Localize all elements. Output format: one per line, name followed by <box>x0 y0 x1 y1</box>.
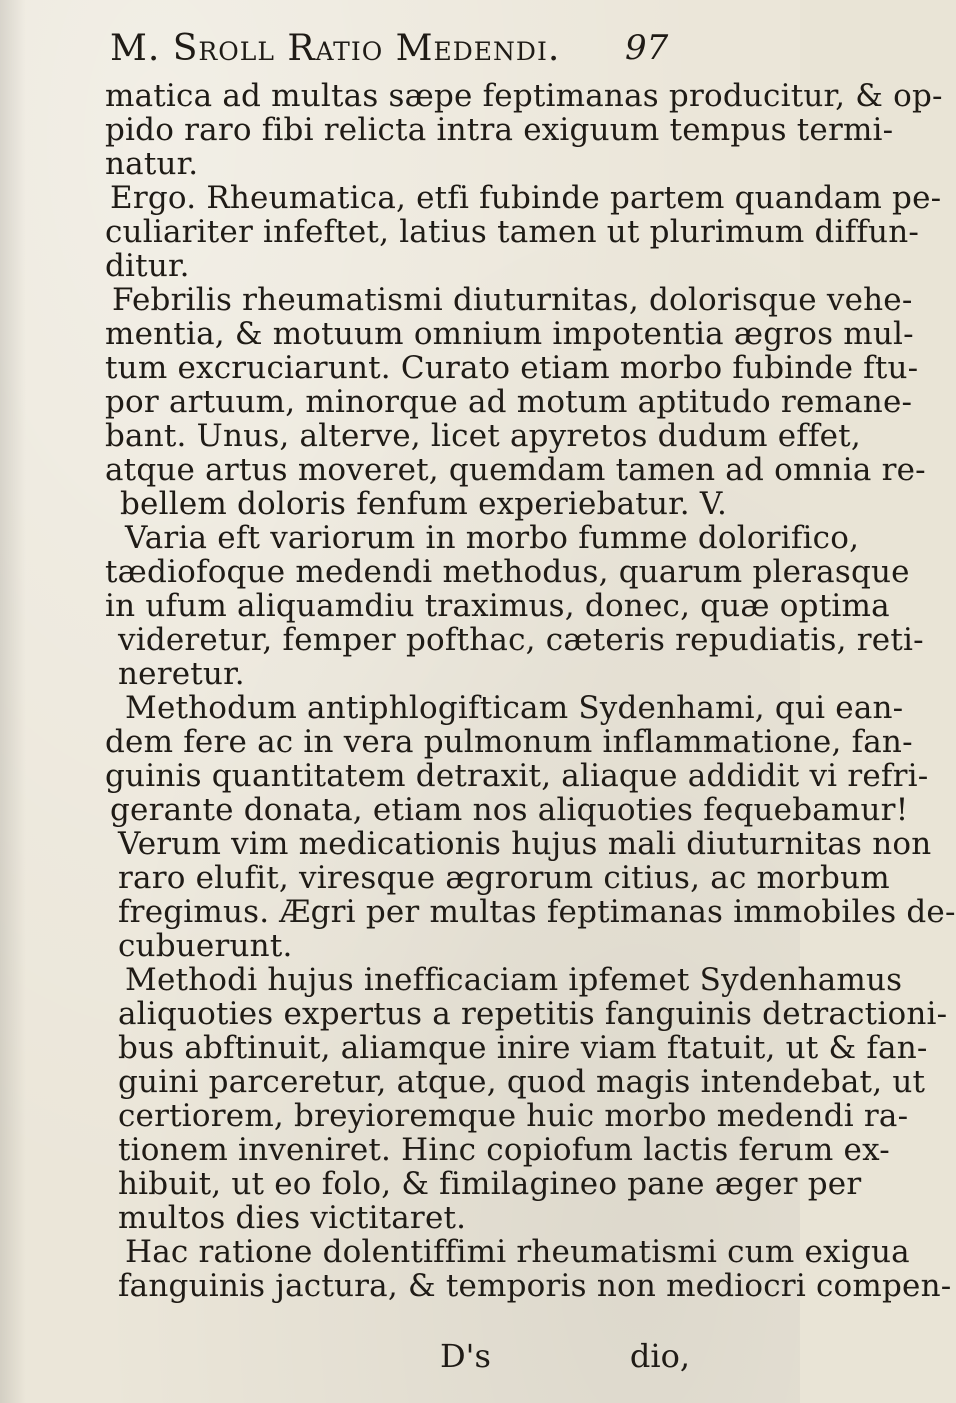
text-line: guinis quantitatem detraxit, aliaque addidit vi refri- <box>105 758 929 794</box>
text-line: bus abftinuit, aliamque inire viam ftatuit, ut & fan- <box>118 1030 928 1066</box>
text-line: Febrilis rheumatismi diuturnitas, dolorisque vehe- <box>112 282 913 318</box>
text-line: Methodum antiphlogifticam Sydenhami, qui ean- <box>125 690 904 726</box>
text-line: natur. <box>105 146 199 182</box>
text-line: fanguinis jactura, & temporis non mediocri compen- <box>118 1268 952 1304</box>
text-line: raro elufit, viresque ægrorum citius, ac morbum <box>118 860 890 896</box>
text-line: fregimus. Ægri per multas feptimanas immobiles de- <box>118 894 956 930</box>
text-line: pido raro fibi relicta intra exiguum tempus termi- <box>105 112 894 148</box>
text-line: hibuit, ut eo folo, & fimilagineo pane æger per <box>118 1166 862 1202</box>
text-line: gerante donata, etiam nos aliquoties fequebamur! <box>110 792 909 828</box>
text-line: tionem inveniret. Hinc copiofum lactis ferum ex- <box>118 1132 890 1168</box>
gutter-shadow <box>0 0 26 1403</box>
text-line: Varia eft variorum in morbo fumme dolorifico, <box>125 520 860 556</box>
text-line: ditur. <box>105 248 190 284</box>
text-line: matica ad multas sæpe feptimanas producitur, & op- <box>105 78 943 114</box>
text-line: Methodi hujus inefficaciam ipfemet Sydenhamus <box>125 962 903 998</box>
text-line: in ufum aliquamdiu traximus, donec, quæ optima <box>105 588 890 624</box>
text-line: atque artus moveret, quemdam tamen ad omnia re- <box>105 452 926 488</box>
text-line: culiariter infeftet, latius tamen ut plurimum diffun- <box>105 214 920 250</box>
catchword: dio, <box>629 1337 690 1375</box>
text-line: mentia, & motuum omnium impotentia ægros mul- <box>105 316 914 352</box>
text-line: Hac ratione dolentiffimi rheumatismi cum exigua <box>125 1234 910 1270</box>
text-line: tum excruciarunt. Curato etiam morbo fubinde ftu- <box>105 350 919 386</box>
running-head <box>0 14 800 74</box>
text-line: cubuerunt. <box>118 928 293 964</box>
text-line: bant. Unus, alterve, licet apyretos dudum effet, <box>105 418 861 454</box>
text-line: bellem doloris fenfum experiebatur. V. <box>120 486 728 522</box>
text-line: tædiofoque medendi methodus, quarum plerasque <box>105 554 910 590</box>
catch-line <box>440 1337 690 1381</box>
text-line: neretur. <box>118 656 245 692</box>
text-line: dem fere ac in vera pulmonum inflammatione, fan- <box>105 724 913 760</box>
text-line: Verum vim medicationis hujus mali diuturnitas non <box>118 826 932 862</box>
text-line: multos dies victitaret. <box>118 1200 467 1236</box>
running-head-title: M. Sroll Ratio Medendi. <box>110 28 561 69</box>
text-line: Ergo. Rheumatica, etfi fubinde partem quandam pe- <box>110 180 942 216</box>
page-number: 97 <box>625 28 669 68</box>
text-line: guini parceretur, atque, quod magis intendebat, ut <box>118 1064 926 1100</box>
text-line: certiorem, breyioremque huic morbo medendi ra- <box>118 1098 909 1134</box>
signature-mark: D's <box>440 1337 491 1375</box>
text-line: por artuum, minorque ad motum aptitudo remane- <box>105 384 913 420</box>
text-line: videretur, femper pofthac, cæteris repudiatis, reti- <box>118 622 924 658</box>
text-line: aliquoties expertus a repetitis fanguinis detractioni- <box>118 996 948 1032</box>
